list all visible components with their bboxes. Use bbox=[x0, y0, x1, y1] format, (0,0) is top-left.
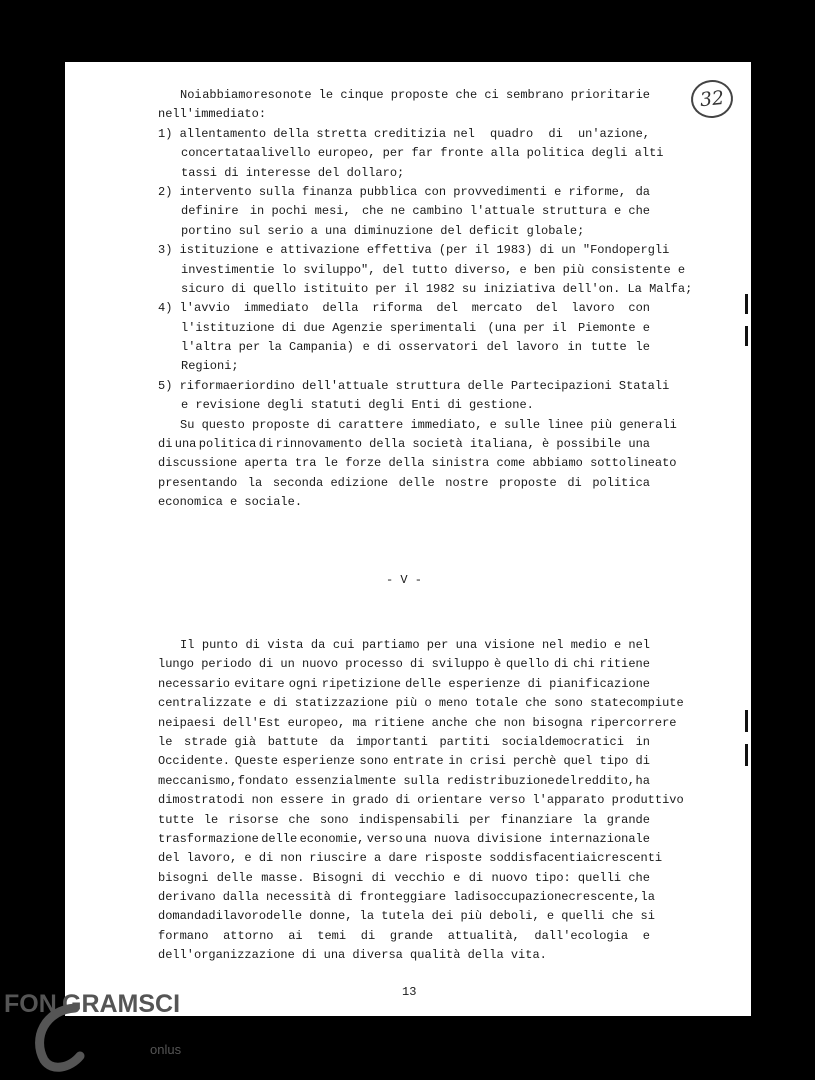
text-segment: l'altra per la Campania) bbox=[181, 340, 354, 355]
text-segment: di bbox=[553, 657, 569, 672]
text-segment: sono bbox=[359, 754, 389, 769]
text-segment: mercato bbox=[471, 301, 523, 316]
text-line bbox=[158, 222, 650, 241]
text-segment: le bbox=[158, 734, 173, 749]
text-segment: di bbox=[258, 437, 274, 452]
text-segment: evitare bbox=[234, 676, 285, 691]
text-segment: immediato bbox=[243, 301, 309, 316]
text-segment: discussione aperta tra le forze della sinistra come abbiamo sottolineato bbox=[158, 456, 677, 471]
text-segment: chi bbox=[573, 657, 595, 672]
text-segment: a bbox=[253, 146, 261, 161]
text-segment: tassi di interesse del dollaro; bbox=[181, 165, 405, 180]
text-segment: partiti bbox=[439, 734, 490, 749]
text-segment: Noi bbox=[180, 88, 202, 102]
text-segment: ai bbox=[288, 928, 303, 943]
text-segment: abbiamo bbox=[202, 88, 253, 102]
text-segment: necessario bbox=[158, 676, 231, 691]
text-segment: con bbox=[628, 301, 650, 316]
text-line bbox=[158, 357, 650, 376]
text-segment: livello europeo, per far fronte alla politica degli alti bbox=[260, 146, 664, 161]
text-segment: nuovo tipo: quelli che bbox=[491, 870, 650, 885]
text-segment: la bbox=[640, 890, 655, 905]
text-segment: battute bbox=[267, 734, 319, 749]
text-segment: 2) intervento sulla finanza pubblica con provvedimenti e riforme, bbox=[158, 184, 627, 199]
paragraph-discussion bbox=[158, 416, 677, 513]
text-segment: masse. bbox=[261, 870, 305, 885]
text-segment: ritiene bbox=[599, 657, 650, 672]
margin-bracket-mark bbox=[745, 744, 748, 766]
text-segment: 3) istituzione e attivazione effettiva (per il 1983) di un "Fondo bbox=[158, 243, 627, 258]
text-segment: reso bbox=[253, 88, 283, 102]
text-segment: risorse bbox=[228, 812, 279, 827]
text-segment: concertata bbox=[181, 146, 254, 161]
text-segment: entrate bbox=[393, 754, 444, 769]
text-segment: lavoro bbox=[222, 909, 267, 924]
text-line bbox=[158, 888, 655, 907]
text-segment: attorno bbox=[223, 928, 274, 943]
page-footer-number: 13 bbox=[402, 985, 417, 999]
text-segment: delle bbox=[216, 870, 253, 885]
text-segment: rinnovamento della società italiana, è possibile una bbox=[275, 437, 650, 452]
text-segment: di bbox=[567, 475, 582, 490]
text-line bbox=[158, 396, 650, 415]
text-segment: portino sul serio a una diminuzione del deficit globale; bbox=[181, 223, 585, 238]
fondazione-gramsci-watermark bbox=[0, 990, 210, 1080]
text-line bbox=[158, 183, 650, 202]
text-line bbox=[158, 791, 684, 810]
text-segment: e di osservatori bbox=[362, 340, 478, 355]
text-segment: del lavoro bbox=[486, 340, 559, 355]
text-segment: le bbox=[635, 340, 650, 355]
section-heading: - V - bbox=[385, 572, 422, 587]
text-segment: meccanismo, bbox=[158, 773, 238, 788]
text-segment: della bbox=[322, 301, 359, 316]
text-segment: del bbox=[436, 301, 458, 316]
text-segment: bisogni bbox=[158, 870, 209, 885]
text-line bbox=[158, 907, 655, 926]
text-segment: centralizzate e di statizzazione più o meno totale che sono state bbox=[158, 696, 627, 711]
text-segment: punto bbox=[201, 637, 238, 652]
text-segment: esperienze bbox=[282, 754, 355, 769]
text-segment: delle esperienze di pianificazione bbox=[405, 676, 650, 691]
text-segment: che bbox=[288, 812, 310, 827]
text-segment: dall'ecologia bbox=[534, 928, 629, 943]
text-segment: di bbox=[548, 126, 563, 141]
text-line bbox=[158, 849, 663, 868]
text-line bbox=[158, 714, 677, 733]
text-segment: Occidente. bbox=[158, 754, 231, 769]
paragraph-proposals bbox=[158, 86, 693, 416]
text-segment: nei bbox=[158, 715, 180, 730]
text-segment: Queste bbox=[234, 754, 278, 769]
document-page bbox=[65, 62, 751, 1016]
text-line bbox=[158, 280, 693, 299]
text-segment: la bbox=[247, 475, 263, 490]
text-line bbox=[158, 319, 650, 338]
text-segment: attualità, bbox=[447, 928, 520, 943]
text-line bbox=[158, 202, 650, 221]
text-line bbox=[158, 733, 650, 752]
text-segment: è bbox=[494, 657, 502, 672]
text-segment: Bisogni bbox=[312, 870, 364, 885]
text-segment: (una per il bbox=[487, 320, 567, 335]
text-line bbox=[158, 338, 650, 357]
text-segment: ogni bbox=[288, 676, 318, 691]
text-segment: paesi dell'Est europeo, ma ritiene anche che non bisogna ripercorrere bbox=[179, 715, 677, 730]
text-segment: per bbox=[626, 243, 648, 258]
text-line bbox=[158, 772, 650, 791]
text-segment: un'azione, bbox=[577, 126, 650, 141]
text-segment: definire bbox=[181, 204, 239, 219]
text-segment: di bbox=[371, 870, 386, 885]
watermark-gramsci-text: GRAMSCI bbox=[62, 990, 181, 1018]
watermark-onlus-text: onlus bbox=[150, 1042, 182, 1057]
text-segment: delle bbox=[398, 475, 435, 490]
text-segment: presentando bbox=[158, 475, 238, 490]
text-segment: delle donne, la tutela dei più deboli, e quelli che si bbox=[266, 909, 655, 924]
text-segment: di bbox=[208, 909, 223, 924]
text-segment: fondato essenzialmente sulla redistribuzione bbox=[237, 773, 555, 788]
text-segment: nostre bbox=[445, 475, 489, 490]
text-segment: grande bbox=[606, 812, 650, 827]
margin-bracket-mark bbox=[745, 326, 748, 346]
text-segment: tutte bbox=[590, 340, 627, 355]
text-segment: economie, bbox=[299, 831, 365, 846]
text-segment: economica e sociale. bbox=[158, 495, 303, 510]
text-segment: disoccupazione bbox=[467, 890, 569, 905]
text-segment: ha bbox=[635, 773, 650, 788]
text-segment: nell'immediato: bbox=[158, 107, 267, 122]
text-segment: riordino dell'attuale struttura delle Partecipazioni Statali bbox=[237, 378, 670, 393]
text-segment: investimenti bbox=[181, 262, 268, 277]
text-segment: Regioni; bbox=[181, 359, 239, 374]
text-segment: grande bbox=[389, 928, 434, 943]
text-line bbox=[158, 493, 650, 512]
text-segment: importanti bbox=[355, 734, 428, 749]
text-segment: strade già bbox=[184, 734, 257, 749]
text-segment: proposte bbox=[499, 475, 557, 490]
text-line bbox=[158, 144, 664, 163]
text-segment: 5) riforma bbox=[158, 378, 231, 393]
text-line bbox=[158, 105, 650, 124]
text-segment: sono bbox=[319, 812, 349, 827]
text-segment: Su questo proposte di carattere immediato, e sulle linee più generali bbox=[180, 417, 677, 432]
text-segment: ai bbox=[582, 851, 598, 866]
text-segment: e revisione degli statuti degli Enti di gestione. bbox=[181, 398, 534, 413]
text-segment: di bbox=[245, 637, 260, 652]
text-segment: politica bbox=[592, 475, 650, 490]
paragraph-section-v bbox=[158, 636, 684, 966]
text-segment: 4) l'avvio bbox=[158, 301, 231, 316]
text-segment: partiamo per una visione nel medio e nel bbox=[361, 637, 650, 652]
text-line bbox=[158, 86, 650, 105]
watermark-fon-text: FON bbox=[4, 990, 57, 1018]
text-segment: verso bbox=[366, 831, 403, 846]
text-segment: temi bbox=[317, 928, 347, 943]
text-segment: socialdemocratici bbox=[501, 734, 624, 749]
margin-bracket-mark bbox=[745, 710, 748, 732]
text-segment: delle bbox=[261, 831, 298, 846]
text-segment: e bbox=[642, 928, 650, 943]
text-line bbox=[158, 125, 650, 144]
handwritten-page-number: 32 bbox=[689, 78, 735, 120]
text-segment: da bbox=[635, 184, 650, 199]
text-segment: indispensabili bbox=[358, 812, 460, 827]
text-line bbox=[158, 416, 677, 435]
text-line bbox=[158, 869, 650, 888]
text-segment: Piemonte e bbox=[577, 320, 650, 335]
text-segment: cui bbox=[332, 637, 355, 652]
text-segment: la bbox=[582, 812, 597, 827]
text-segment: reddito, bbox=[577, 773, 635, 788]
text-segment: formano bbox=[158, 928, 209, 943]
text-line bbox=[158, 752, 650, 771]
text-segment: riforma bbox=[372, 301, 423, 316]
text-segment: di bbox=[158, 437, 173, 452]
text-segment: una bbox=[174, 437, 197, 452]
text-segment: una nuova divisione internazionale bbox=[405, 831, 650, 846]
text-segment: seconda edizione bbox=[272, 475, 389, 490]
text-segment: in crisi perchè quel tipo di bbox=[448, 754, 650, 769]
text-segment: le bbox=[203, 812, 219, 827]
text-segment: l'istituzione di due Agenzie sperimentali bbox=[181, 320, 477, 335]
text-segment: Il bbox=[180, 637, 195, 652]
body-text bbox=[158, 86, 693, 966]
text-segment: che ne cambino l'attuale struttura e che bbox=[361, 204, 650, 219]
margin-bracket-mark bbox=[745, 294, 748, 314]
text-segment: politica bbox=[198, 437, 257, 452]
text-segment: e bbox=[453, 870, 461, 885]
text-segment: di bbox=[360, 928, 376, 943]
text-segment: in pochi mesi, bbox=[249, 204, 351, 219]
text-segment: vista bbox=[267, 637, 304, 652]
text-segment: del bbox=[555, 773, 577, 788]
text-line bbox=[158, 636, 650, 655]
text-line bbox=[158, 811, 650, 830]
text-segment: lungo periodo di un nuovo processo di sviluppo bbox=[158, 657, 490, 672]
text-segment: domanda bbox=[158, 909, 209, 924]
text-segment: di bbox=[468, 870, 484, 885]
text-segment: compiute bbox=[626, 696, 684, 711]
text-segment: crescenti bbox=[597, 851, 663, 866]
text-segment: dell'organizzazione di una diversa qualità della vita. bbox=[158, 948, 547, 963]
text-segment: finanziare bbox=[500, 812, 573, 827]
text-line bbox=[158, 454, 677, 473]
text-segment: note le cinque proposte che ci sembrano prioritarie bbox=[282, 88, 650, 102]
text-line bbox=[158, 830, 650, 849]
text-line bbox=[158, 435, 650, 454]
text-segment: vecchio bbox=[394, 870, 445, 885]
text-segment: quadro bbox=[490, 126, 534, 141]
text-segment: da bbox=[310, 637, 326, 652]
text-line bbox=[158, 261, 686, 280]
text-segment: dimostrato bbox=[158, 793, 231, 808]
text-segment: 1) allentamento della stretta creditizia nel bbox=[158, 126, 475, 141]
text-line bbox=[158, 299, 650, 318]
text-segment: in bbox=[635, 734, 650, 749]
text-segment: derivano dalla necessità di fronteggiare la bbox=[158, 890, 468, 905]
text-segment: sicuro di quello istituito per il 1982 su iniziativa dell'on. La Malfa; bbox=[181, 281, 693, 296]
text-line bbox=[158, 474, 650, 493]
text-segment: trasformazione bbox=[158, 831, 259, 846]
text-segment: in bbox=[567, 340, 582, 355]
text-segment: del bbox=[535, 301, 558, 316]
text-segment: crescente, bbox=[568, 890, 641, 905]
text-segment: per bbox=[469, 812, 491, 827]
text-line bbox=[158, 946, 650, 965]
text-line bbox=[158, 675, 650, 694]
text-segment: del lavoro, e di non riuscire a dare risposte soddisfacenti bbox=[158, 851, 583, 866]
text-line bbox=[158, 377, 670, 396]
text-segment: da bbox=[329, 734, 345, 749]
text-line bbox=[158, 927, 650, 946]
text-segment: tutte bbox=[158, 812, 195, 827]
text-segment: e bbox=[230, 378, 238, 393]
text-segment: e lo sviluppo", del tutto diverso, e ben più consistente e bbox=[267, 262, 686, 277]
text-segment: quello bbox=[506, 657, 550, 672]
text-segment: gli bbox=[647, 243, 670, 258]
text-line bbox=[158, 164, 650, 183]
text-segment: di non essere in grado di orientare verso l'apparato produttivo bbox=[230, 793, 684, 808]
text-line bbox=[158, 655, 650, 674]
text-line bbox=[158, 694, 684, 713]
text-line bbox=[158, 241, 670, 260]
text-segment: lavoro bbox=[571, 301, 615, 316]
text-segment: ripetizione bbox=[321, 676, 401, 691]
